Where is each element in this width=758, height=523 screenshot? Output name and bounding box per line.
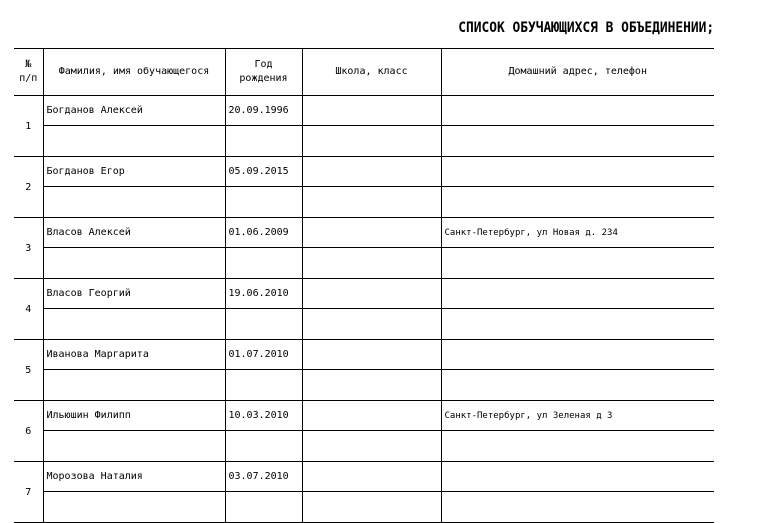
school-class	[302, 157, 441, 187]
empty-cell	[43, 187, 225, 218]
birth-date: 10.03.2010	[225, 401, 302, 431]
header-birth	[225, 49, 302, 96]
table-row-sub	[14, 431, 714, 462]
table-row-sub	[14, 370, 714, 401]
student-name: Богданов Алексей	[43, 96, 225, 126]
row-number: 2	[14, 157, 43, 218]
empty-cell	[225, 492, 302, 523]
birth-date: 05.09.2015	[225, 157, 302, 187]
row-number: 5	[14, 340, 43, 401]
row-number: 3	[14, 218, 43, 279]
empty-cell	[441, 126, 714, 157]
birth-date: 03.07.2010	[225, 462, 302, 492]
home-address: Санкт-Петербург, ул Зеленая д 3	[441, 401, 714, 431]
table-row	[14, 340, 714, 370]
school-class	[302, 218, 441, 248]
home-address	[441, 96, 714, 126]
empty-cell	[441, 309, 714, 340]
student-name: Власов Георгий	[43, 279, 225, 309]
empty-cell	[225, 126, 302, 157]
row-number: 1	[14, 96, 43, 157]
school-class	[302, 462, 441, 492]
row-number: 4	[14, 279, 43, 340]
table-row-sub	[14, 309, 714, 340]
empty-cell	[441, 431, 714, 462]
birth-date: 01.06.2009	[225, 218, 302, 248]
table-row-sub	[14, 187, 714, 218]
empty-cell	[43, 248, 225, 279]
header-number	[14, 49, 43, 96]
empty-cell	[225, 370, 302, 401]
table-row	[14, 157, 714, 187]
table-row	[14, 401, 714, 431]
header-number-line1: №	[25, 59, 32, 70]
empty-cell	[441, 492, 714, 523]
empty-cell	[43, 492, 225, 523]
student-name: Морозова Наталия	[43, 462, 225, 492]
header-name: Фамилия, имя обучающегося	[43, 49, 225, 96]
table-row-sub	[14, 492, 714, 523]
empty-cell	[302, 126, 441, 157]
school-class	[302, 401, 441, 431]
student-name: Богданов Егор	[43, 157, 225, 187]
empty-cell	[43, 309, 225, 340]
school-class	[302, 340, 441, 370]
birth-date: 01.07.2010	[225, 340, 302, 370]
students-table	[14, 48, 714, 523]
empty-cell	[225, 431, 302, 462]
student-name: Власов Алексей	[43, 218, 225, 248]
home-address	[441, 279, 714, 309]
empty-cell	[441, 248, 714, 279]
empty-cell	[225, 248, 302, 279]
document-title: СПИСОК ОБУЧАЮЩИХСЯ В ОБЪЕДИНЕНИИ;	[458, 20, 714, 36]
home-address: Санкт-Петербург, ул Новая д. 234	[441, 218, 714, 248]
empty-cell	[302, 187, 441, 218]
table-header-row	[14, 49, 714, 96]
header-number-line2: п/п	[19, 73, 38, 84]
home-address	[441, 340, 714, 370]
empty-cell	[43, 370, 225, 401]
home-address	[441, 157, 714, 187]
table-row-sub	[14, 248, 714, 279]
empty-cell	[302, 309, 441, 340]
empty-cell	[441, 187, 714, 218]
table-row-sub	[14, 126, 714, 157]
school-class	[302, 279, 441, 309]
empty-cell	[302, 370, 441, 401]
table-row	[14, 218, 714, 248]
school-class	[302, 96, 441, 126]
header-address: Домашний адрес, телефон	[441, 49, 714, 96]
empty-cell	[441, 370, 714, 401]
empty-cell	[225, 187, 302, 218]
header-birth-line1: Год	[254, 59, 273, 70]
birth-date: 20.09.1996	[225, 96, 302, 126]
empty-cell	[302, 248, 441, 279]
row-number: 6	[14, 401, 43, 462]
table-row	[14, 279, 714, 309]
table-row	[14, 462, 714, 492]
empty-cell	[302, 492, 441, 523]
student-name: Ильюшин Филипп	[43, 401, 225, 431]
birth-date: 19.06.2010	[225, 279, 302, 309]
empty-cell	[43, 126, 225, 157]
header-school: Школа, класс	[302, 49, 441, 96]
table-row	[14, 96, 714, 126]
student-name: Иванова Маргарита	[43, 340, 225, 370]
empty-cell	[43, 431, 225, 462]
empty-cell	[225, 309, 302, 340]
row-number: 7	[14, 462, 43, 523]
header-birth-line2: рождения	[239, 73, 288, 84]
empty-cell	[302, 431, 441, 462]
home-address	[441, 462, 714, 492]
